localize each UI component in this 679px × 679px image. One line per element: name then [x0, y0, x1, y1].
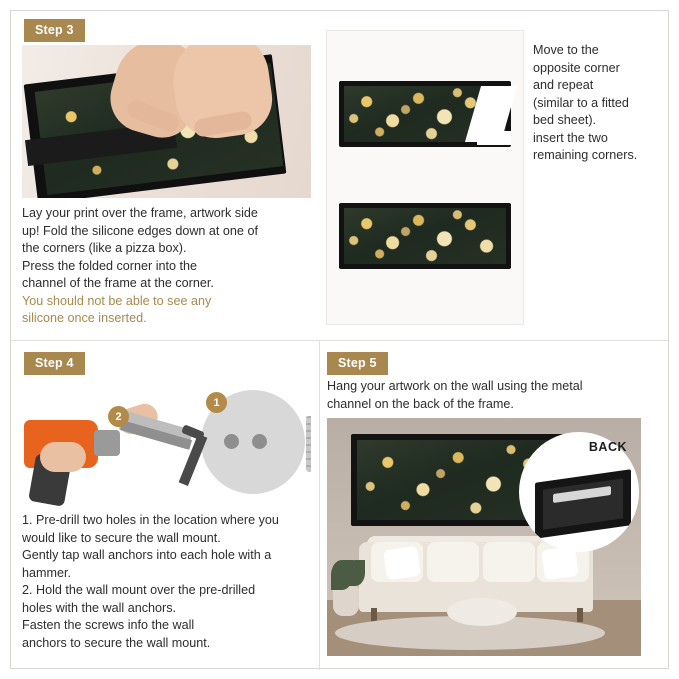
- step-4-photo: [22, 378, 311, 506]
- step-3-side-line: bed sheet).: [533, 113, 597, 127]
- wall-anchor-texture: [306, 416, 311, 472]
- callout-1: 1: [206, 392, 227, 413]
- pre-drilled-hole: [224, 434, 239, 449]
- step-3-photo: [22, 45, 311, 198]
- section-divider: [11, 340, 668, 341]
- back-label: BACK: [588, 440, 627, 454]
- step-4-line: hammer.: [22, 565, 71, 580]
- step-3-side-instructions: [533, 42, 651, 165]
- plant-leaf: [345, 560, 365, 586]
- coffee-table: [447, 598, 517, 626]
- step-3-diagram-card: [326, 30, 524, 325]
- sofa-cushion: [427, 542, 479, 582]
- step-5-line: channel on the back of the frame.: [327, 396, 514, 411]
- step-3-line: the corners (like a pizza box).: [22, 241, 187, 255]
- step-3-side-line: (similar to a fitted: [533, 95, 629, 110]
- step-4-line: anchors to secure the wall mount.: [22, 635, 211, 650]
- step-4-line: 1. Pre-drill two holes in the location where you: [22, 513, 279, 527]
- corner-fold-shadow: [477, 131, 511, 145]
- step-3-side-line: insert the two: [533, 130, 608, 145]
- step-3-line: Lay your print over the frame, artwork side: [22, 206, 258, 220]
- throw-pillow: [383, 546, 421, 580]
- step-4-line: would like to secure the wall mount.: [22, 530, 221, 545]
- step-4-instructions: [22, 512, 312, 652]
- step-3-side-line: and repeat: [533, 78, 594, 92]
- step-4-line: Fasten the screws info the wall: [22, 618, 195, 632]
- step-5-photo: [327, 418, 641, 656]
- step-5-line: Hang your artwork on the wall using the metal: [327, 379, 583, 393]
- step-3-line: up! Fold the silicone edges down at one of: [22, 223, 258, 238]
- step-3-side-line: remaining corners.: [533, 148, 638, 162]
- sofa-leg: [577, 608, 583, 622]
- step-4-line: holes with the wall anchors.: [22, 600, 177, 615]
- pre-drilled-hole: [252, 434, 267, 449]
- step-3-badge: Step 3: [24, 19, 85, 42]
- drill-chuck: [94, 430, 120, 456]
- step-3-instructions: [22, 205, 322, 328]
- step-3-warning-line: silicone once inserted.: [22, 311, 147, 325]
- plant-pot: [333, 586, 359, 616]
- step-3-warning-line: You should not be able to see any: [22, 293, 212, 308]
- step-4-line: Gently tap wall anchors into each hole with a: [22, 548, 272, 562]
- callout-2: 2: [108, 406, 129, 427]
- artwork-print: [344, 208, 506, 264]
- column-divider: [319, 340, 320, 670]
- step-4-line: 2. Hold the wall mount over the pre-drilled: [22, 583, 256, 597]
- step-4-badge: Step 4: [24, 352, 85, 375]
- step-3-line: Press the folded corner into the: [22, 258, 198, 273]
- step-3-side-line: Move to the: [533, 43, 599, 57]
- sofa-cushion: [483, 542, 535, 582]
- step-3-line: channel of the frame at the corner.: [22, 276, 214, 290]
- step-5-badge: Step 5: [327, 352, 388, 375]
- step-5-instructions: [327, 378, 637, 413]
- hand-icon: [40, 442, 86, 472]
- step-3-side-line: opposite corner: [533, 60, 620, 75]
